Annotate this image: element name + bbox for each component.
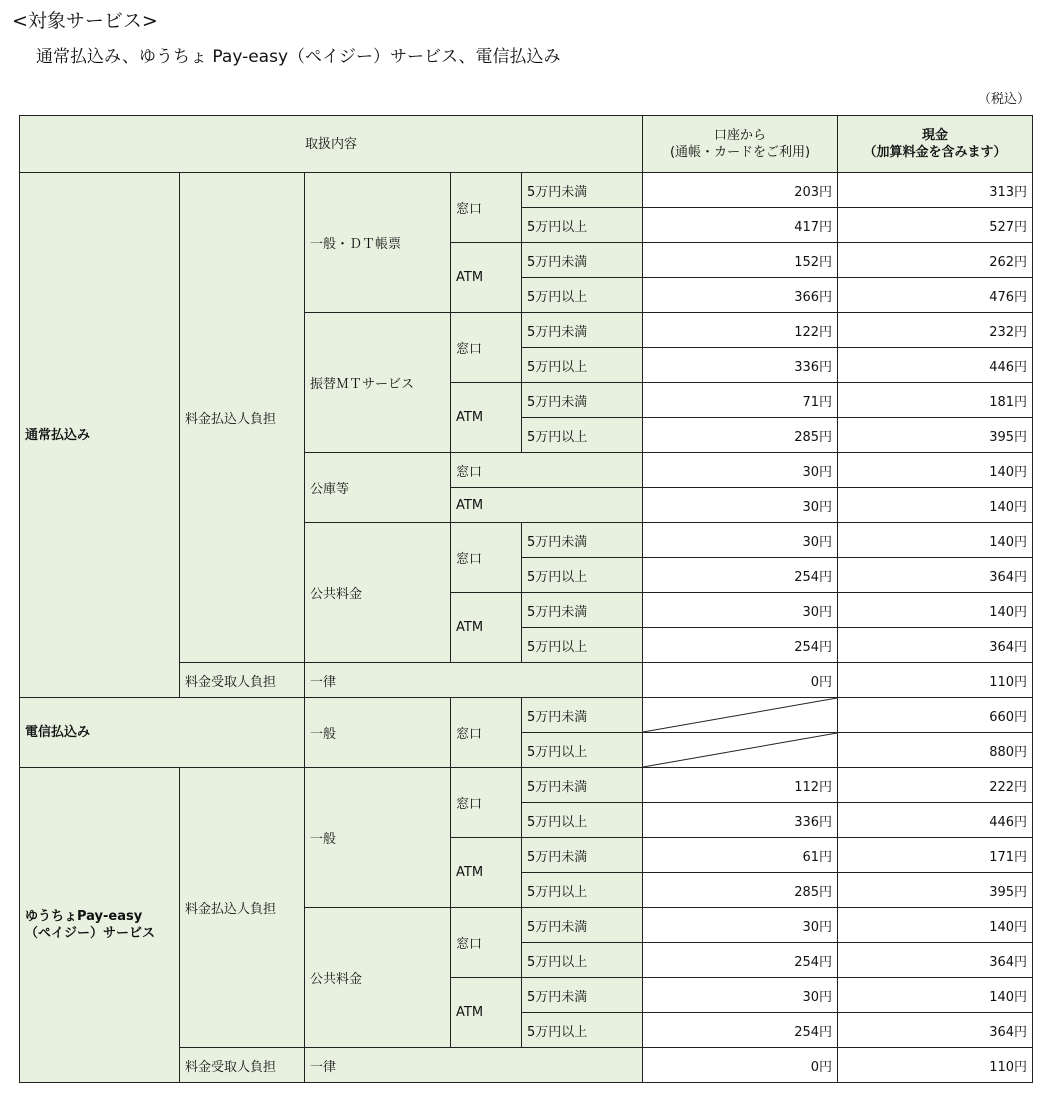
method-atm: ATM: [451, 838, 522, 908]
target-services: 通常払込み、ゆうちょ Pay-easy（ペイジー）サービス、電信払込み: [36, 47, 561, 67]
fee-cash: 140円: [838, 908, 1033, 943]
amount-under: 5万円未満: [522, 908, 643, 943]
fee-account: 203円: [643, 173, 838, 208]
fee-account: 285円: [643, 873, 838, 908]
fee-cash: 476円: [838, 278, 1033, 313]
header-cash: 現金 （加算料金を含みます）: [838, 116, 1033, 173]
diagonal-slash-icon: [643, 733, 837, 767]
amount-over: 5万円以上: [522, 418, 643, 453]
type-general-dt: 一般・ＤＴ帳票: [305, 173, 451, 313]
type-transfer-mt: 振替ＭＴサービス: [305, 313, 451, 453]
amount-over: 5万円以上: [522, 278, 643, 313]
amount-under: 5万円未満: [522, 838, 643, 873]
method-atm: ATM: [451, 978, 522, 1048]
fee-cash: 181円: [838, 383, 1033, 418]
fee-account: 30円: [643, 488, 838, 523]
amount-over: 5万円以上: [522, 943, 643, 978]
fee-cash: 395円: [838, 873, 1033, 908]
fee-cash: 171円: [838, 838, 1033, 873]
fee-account: 254円: [643, 628, 838, 663]
fee-account: 336円: [643, 348, 838, 383]
amount-under: 5万円未満: [522, 243, 643, 278]
category-telegraphic: 電信払込み: [20, 698, 305, 768]
amount-over: 5万円以上: [522, 733, 643, 768]
method-atm: ATM: [451, 488, 643, 523]
type-general: 一般: [305, 768, 451, 908]
amount-over: 5万円以上: [522, 348, 643, 383]
category-payeasy: ゆうちょPay-easy （ペイジー）サービス: [20, 768, 180, 1083]
fee-account: 30円: [643, 593, 838, 628]
fee-cash: 660円: [838, 698, 1033, 733]
method-counter: 窓口: [451, 313, 522, 383]
fee-account: 254円: [643, 558, 838, 593]
fee-cash: 395円: [838, 418, 1033, 453]
fee-cash: 140円: [838, 978, 1033, 1013]
fee-cash: 110円: [838, 1048, 1033, 1083]
fee-account: 417円: [643, 208, 838, 243]
diagonal-slash-icon: [643, 698, 837, 732]
method-counter: 窓口: [451, 698, 522, 768]
type-utility: 公共料金: [305, 523, 451, 663]
amount-under: 5万円未満: [522, 523, 643, 558]
method-counter: 窓口: [451, 453, 643, 488]
table-row: [20, 173, 1033, 208]
table-header: [20, 116, 1033, 173]
fee-cash: 527円: [838, 208, 1033, 243]
amount-under: 5万円未満: [522, 173, 643, 208]
fee-cash: 313円: [838, 173, 1033, 208]
type-public-treasury: 公庫等: [305, 453, 451, 523]
payer-burden-label: 料金払込人負担: [180, 768, 305, 1048]
fee-cash: 140円: [838, 593, 1033, 628]
fee-account: 0円: [643, 663, 838, 698]
category-regular: 通常払込み: [20, 173, 180, 698]
method-counter: 窓口: [451, 173, 522, 243]
receiver-burden-label: 料金受取人負担: [180, 663, 305, 698]
method-counter: 窓口: [451, 908, 522, 978]
fee-account: 30円: [643, 523, 838, 558]
fee-account: 0円: [643, 1048, 838, 1083]
method-counter: 窓口: [451, 768, 522, 838]
fee-account: 336円: [643, 803, 838, 838]
type-utility: 公共料金: [305, 908, 451, 1048]
fee-account: 112円: [643, 768, 838, 803]
fee-cash: 364円: [838, 1013, 1033, 1048]
amount-over: 5万円以上: [522, 1013, 643, 1048]
not-applicable-cell: [643, 698, 838, 733]
method-atm: ATM: [451, 243, 522, 313]
fee-account: 30円: [643, 453, 838, 488]
receiver-burden-label: 料金受取人負担: [180, 1048, 305, 1083]
method-atm: ATM: [451, 383, 522, 453]
fee-cash: 110円: [838, 663, 1033, 698]
amount-over: 5万円以上: [522, 628, 643, 663]
table-row: [20, 698, 1033, 733]
payer-burden-label: 料金払込人負担: [180, 173, 305, 663]
fee-account: 152円: [643, 243, 838, 278]
method-atm: ATM: [451, 593, 522, 663]
fee-account: 285円: [643, 418, 838, 453]
fee-account: 254円: [643, 1013, 838, 1048]
type-flat: 一律: [305, 1048, 643, 1083]
fee-cash: 232円: [838, 313, 1033, 348]
fee-account: 30円: [643, 908, 838, 943]
fee-cash: 140円: [838, 453, 1033, 488]
not-applicable-cell: [643, 733, 838, 768]
fee-account: 254円: [643, 943, 838, 978]
fee-table: [19, 115, 1033, 1083]
tax-note: （税込）: [977, 92, 1030, 107]
fee-account: 30円: [643, 978, 838, 1013]
amount-over: 5万円以上: [522, 873, 643, 908]
amount-over: 5万円以上: [522, 803, 643, 838]
fee-account: 122円: [643, 313, 838, 348]
amount-over: 5万円以上: [522, 558, 643, 593]
type-general: 一般: [305, 698, 451, 768]
fee-cash: 364円: [838, 628, 1033, 663]
fee-cash: 364円: [838, 558, 1033, 593]
method-counter: 窓口: [451, 523, 522, 593]
fee-cash: 446円: [838, 348, 1033, 383]
header-account: 口座から (通帳・カードをご利用): [643, 116, 838, 173]
fee-cash: 222円: [838, 768, 1033, 803]
header-contents: 取扱内容: [20, 116, 643, 173]
fee-cash: 364円: [838, 943, 1033, 978]
amount-under: 5万円未満: [522, 768, 643, 803]
amount-under: 5万円未満: [522, 593, 643, 628]
type-flat: 一律: [305, 663, 643, 698]
table-row: [20, 768, 1033, 803]
fee-cash: 446円: [838, 803, 1033, 838]
fee-cash: 880円: [838, 733, 1033, 768]
amount-under: 5万円未満: [522, 313, 643, 348]
amount-under: 5万円未満: [522, 978, 643, 1013]
fee-account: 366円: [643, 278, 838, 313]
fee-cash: 140円: [838, 488, 1033, 523]
page-heading: <対象サービス>: [12, 10, 158, 32]
fee-account: 61円: [643, 838, 838, 873]
fee-cash: 262円: [838, 243, 1033, 278]
amount-under: 5万円未満: [522, 383, 643, 418]
fee-cash: 140円: [838, 523, 1033, 558]
amount-under: 5万円未満: [522, 698, 643, 733]
amount-over: 5万円以上: [522, 208, 643, 243]
fee-account: 71円: [643, 383, 838, 418]
